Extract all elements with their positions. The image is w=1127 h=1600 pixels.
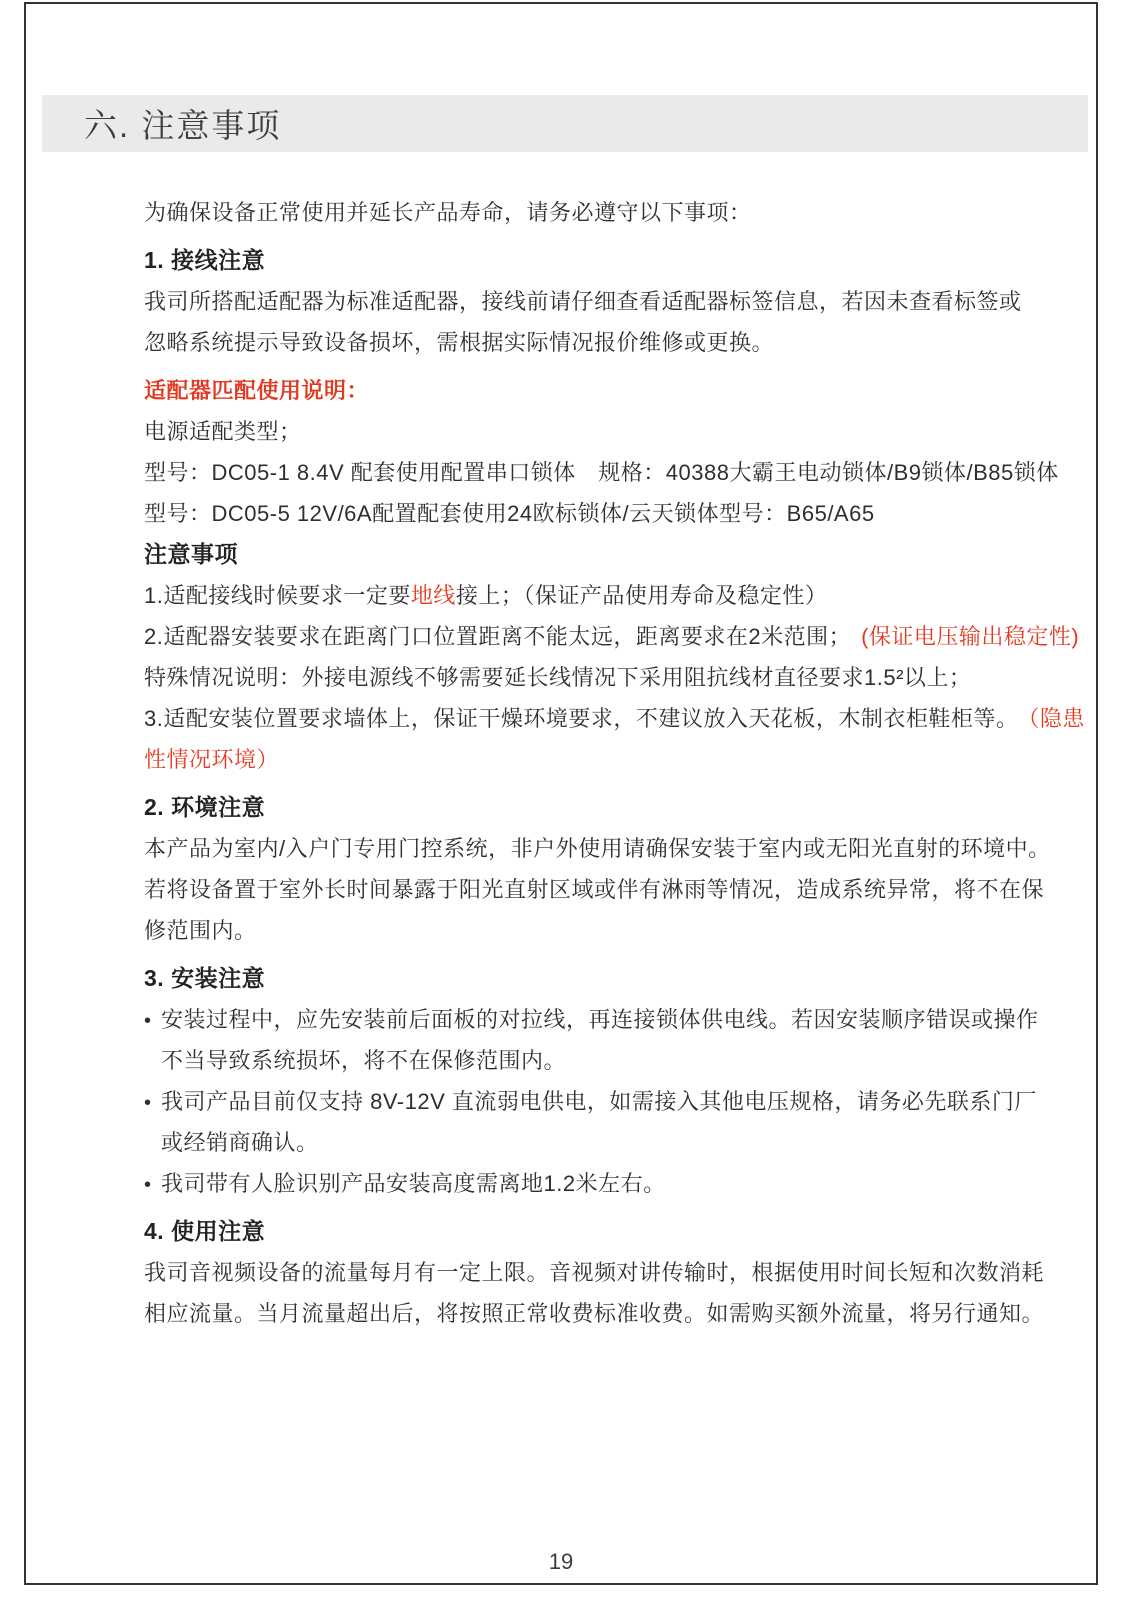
note2-red-text: (保证电压输出稳定性) (861, 624, 1080, 649)
note1-red-text: 地线 (410, 583, 456, 608)
note1-text: 1.适配接线时候要求一定要 (144, 583, 411, 608)
note3-line-2: 性情况环境） (144, 747, 280, 772)
bullet-item-line (144, 999, 1076, 1040)
power-type-line: 电源适配类型； (144, 419, 302, 444)
page-number: 19 (548, 1549, 574, 1574)
notes-heading: 注意事项 (144, 541, 238, 567)
bullet-item-line (144, 1081, 1076, 1122)
intro-line: 为确保设备正常使用并延长产品寿命，请务必遵守以下事项： (144, 200, 752, 225)
note2-line (144, 616, 1080, 657)
section2-para-line: 若将设备置于室外长时间暴露于阳光直射区域或伴有淋雨等情况，造成系统异常，将不在保 (144, 877, 1045, 902)
section3-heading: 3. 安装注意 (144, 965, 266, 991)
section-title: 六. 注意事项 (84, 107, 282, 144)
content-area (144, 192, 1085, 1334)
note1-text-post: 接上；（保证产品使用寿命及稳定性） (455, 583, 828, 608)
bullet-icon: • (144, 1010, 152, 1032)
section1-para-line: 忽略系统提示导致设备损坏，需根据实际情况报价维修或更换。 (144, 330, 775, 355)
bullet-icon: • (144, 1174, 152, 1196)
section4-heading: 4. 使用注意 (144, 1218, 266, 1244)
special-case-line: 特殊情况说明：外接电源线不够需要延长线情况下采用阻抗线材直径要求1.5²以上； (144, 665, 972, 690)
section2-para-line: 修范围内。 (144, 918, 257, 943)
section1-para-line: 我司所搭配适配器为标准适配器，接线前请仔细查看适配器标签信息，若因未查看标签或 (144, 289, 1022, 314)
adapter-note-heading: 适配器匹配使用说明： (144, 378, 370, 403)
note3-line-1 (144, 698, 1085, 739)
note3-red-text: （隐患 (1028, 706, 1085, 731)
bullet-text: 安装过程中，应先安装前后面板的对拉线，再连接锁体供电线。若因安装顺序错误或操作 (161, 1007, 1039, 1032)
bullet-item-line (144, 1163, 1076, 1204)
note1-line (144, 575, 1076, 616)
model-line: 型号：DC05-1 8.4V 配套使用配置串口锁体 规格：40388大霸王电动锁体/B9锁体/B85锁体 (144, 460, 1059, 485)
note3-text: 3.适配安装位置要求墙体上，保证干燥环境要求，不建议放入天花板，木制衣柜鞋柜等。 (144, 706, 1019, 731)
model-line: 型号：DC05-5 12V/6A配置配套使用24欧标锁体/云天锁体型号：B65/A65 (144, 501, 875, 526)
bullet-icon: • (144, 1092, 152, 1114)
bullet-text: 我司产品目前仅支持 8V-12V 直流弱电供电，如需接入其他电压规格，请务必先联系门厂 (161, 1089, 1037, 1114)
bullet-item-line: 不当导致系统损坏，将不在保修范围内。 (161, 1048, 567, 1073)
note2-text: 2.适配器安装要求在距离门口位置距离不能太远，距离要求在2米范围； (144, 624, 852, 649)
section1-heading: 1. 接线注意 (144, 247, 266, 273)
page-border (24, 2, 1098, 1585)
section4-para-line: 我司音视频设备的流量每月有一定上限。音视频对讲传输时，根据使用时间长短和次数消耗 (144, 1260, 1045, 1285)
bullet-text: 我司带有人脸识别产品安装高度需离地1.2米左右。 (161, 1171, 666, 1196)
section2-heading: 2. 环境注意 (144, 794, 266, 820)
section-header-bar (42, 95, 1088, 152)
section4-para-line: 相应流量。当月流量超出后，将按照正常收费标准收费。如需购买额外流量，将另行通知。 (144, 1301, 1045, 1326)
bullet-item-line: 或经销商确认。 (161, 1130, 319, 1155)
section2-para-line: 本产品为室内/入户门专用门控系统，非户外使用请确保安装于室内或无阳光直射的环境中。 (144, 836, 1051, 861)
